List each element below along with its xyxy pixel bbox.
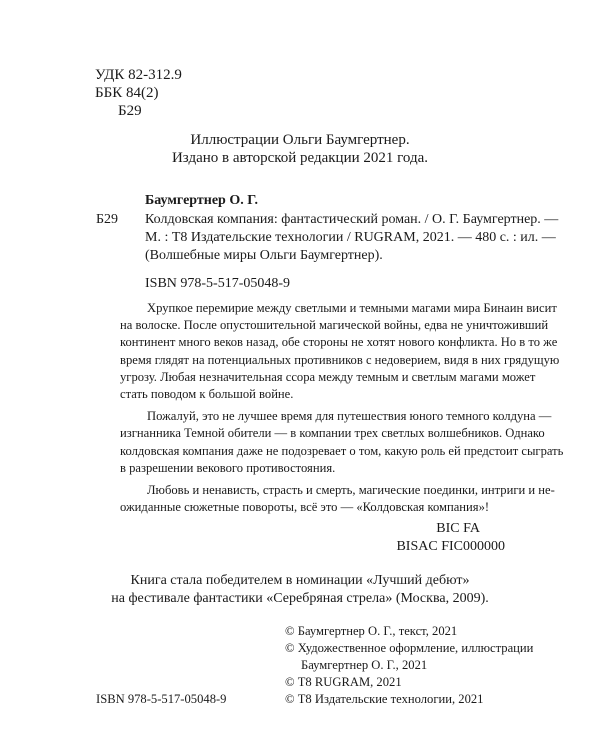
- udk-code: УДК 82-312.9: [95, 67, 182, 83]
- copyright-line: © Т8 RUGRAM, 2021: [285, 675, 402, 689]
- annotation-line: континент много веков назад, обе стороны не хотят нового конфликта. Но в то же: [120, 335, 558, 350]
- bic-code: BIC FA: [436, 521, 480, 536]
- annotation-line: Пожалуй, это не лучшее время для путешествия юного темного колдуна —: [147, 409, 552, 424]
- bisac-code: BISAC FIC000000: [396, 539, 505, 554]
- annotation-line: ожиданные сюжетные повороты, всё это — «Колдовская компания»!: [120, 500, 490, 515]
- copyright-line: © Т8 Издательские технологии, 2021: [285, 692, 484, 706]
- annotation-line: на волоске. После опустошительной магической войны, едва не уничтоживший: [120, 318, 549, 333]
- catalog-isbn: ISBN 978-5-517-05048-9: [145, 276, 291, 291]
- annotation-line: Хрупкое перемирие между светлыми и темными магами мира Бинаин висит: [147, 301, 557, 315]
- catalog-line: Колдовская компания: фантастический роман. / О. Г. Баумгертнер. —: [145, 212, 559, 227]
- bbk-code: ББК 84(2): [95, 85, 159, 101]
- award-line: на фестивале фантастики «Серебряная стрела» (Москва, 2009).: [111, 591, 489, 606]
- annotation-line: изгнанника Темной обители — в компании трех светлых волшебников. Однако: [120, 426, 545, 441]
- annotation-line: стать поводом к большой войне.: [120, 387, 294, 402]
- award-line: Книга стала победителем в номинации «Лучший дебют»: [130, 573, 470, 588]
- copyright-line: © Баумгертнер О. Г., текст, 2021: [285, 624, 458, 638]
- annotation-line: угрозу. Любая незначительная ссора между темным и светлым магами может: [120, 369, 536, 384]
- catalog-author: Баумгертнер О. Г.: [145, 193, 259, 208]
- copyright-line: © Художественное оформление, иллюстрации: [285, 641, 534, 655]
- annotation-line: колдовская компания даже не подозревает о том, какую роль ей предстоит сыграть: [120, 443, 564, 458]
- annotation-line: Любовь и ненависть, страсть и смерть, магические поединки, интриги и не-: [147, 483, 555, 498]
- annotation: [120, 300, 564, 516]
- copyright-line: Баумгертнер О. Г., 2021: [301, 658, 428, 672]
- annotation-line: время глядят на потенциальных противников с недоверием, видя в них грядущую: [120, 352, 560, 367]
- bottom-isbn: ISBN 978-5-517-05048-9: [96, 692, 227, 706]
- catalog-line: (Волшебные миры Ольги Баумгертнер).: [145, 248, 383, 263]
- catalog-sign: Б29: [96, 212, 119, 227]
- illustrations-note: Иллюстрации Ольги Баумгертнер.: [190, 132, 410, 148]
- annotation-line: в разрешении векового противостояния.: [120, 460, 336, 475]
- catalog-line: М. : Т8 Издательские технологии / RUGRAM, 2021. — 480 с. : ил. —: [145, 230, 556, 245]
- author-sign-code: Б29: [118, 103, 142, 119]
- edition-note: Издано в авторской редакции 2021 года.: [171, 150, 429, 166]
